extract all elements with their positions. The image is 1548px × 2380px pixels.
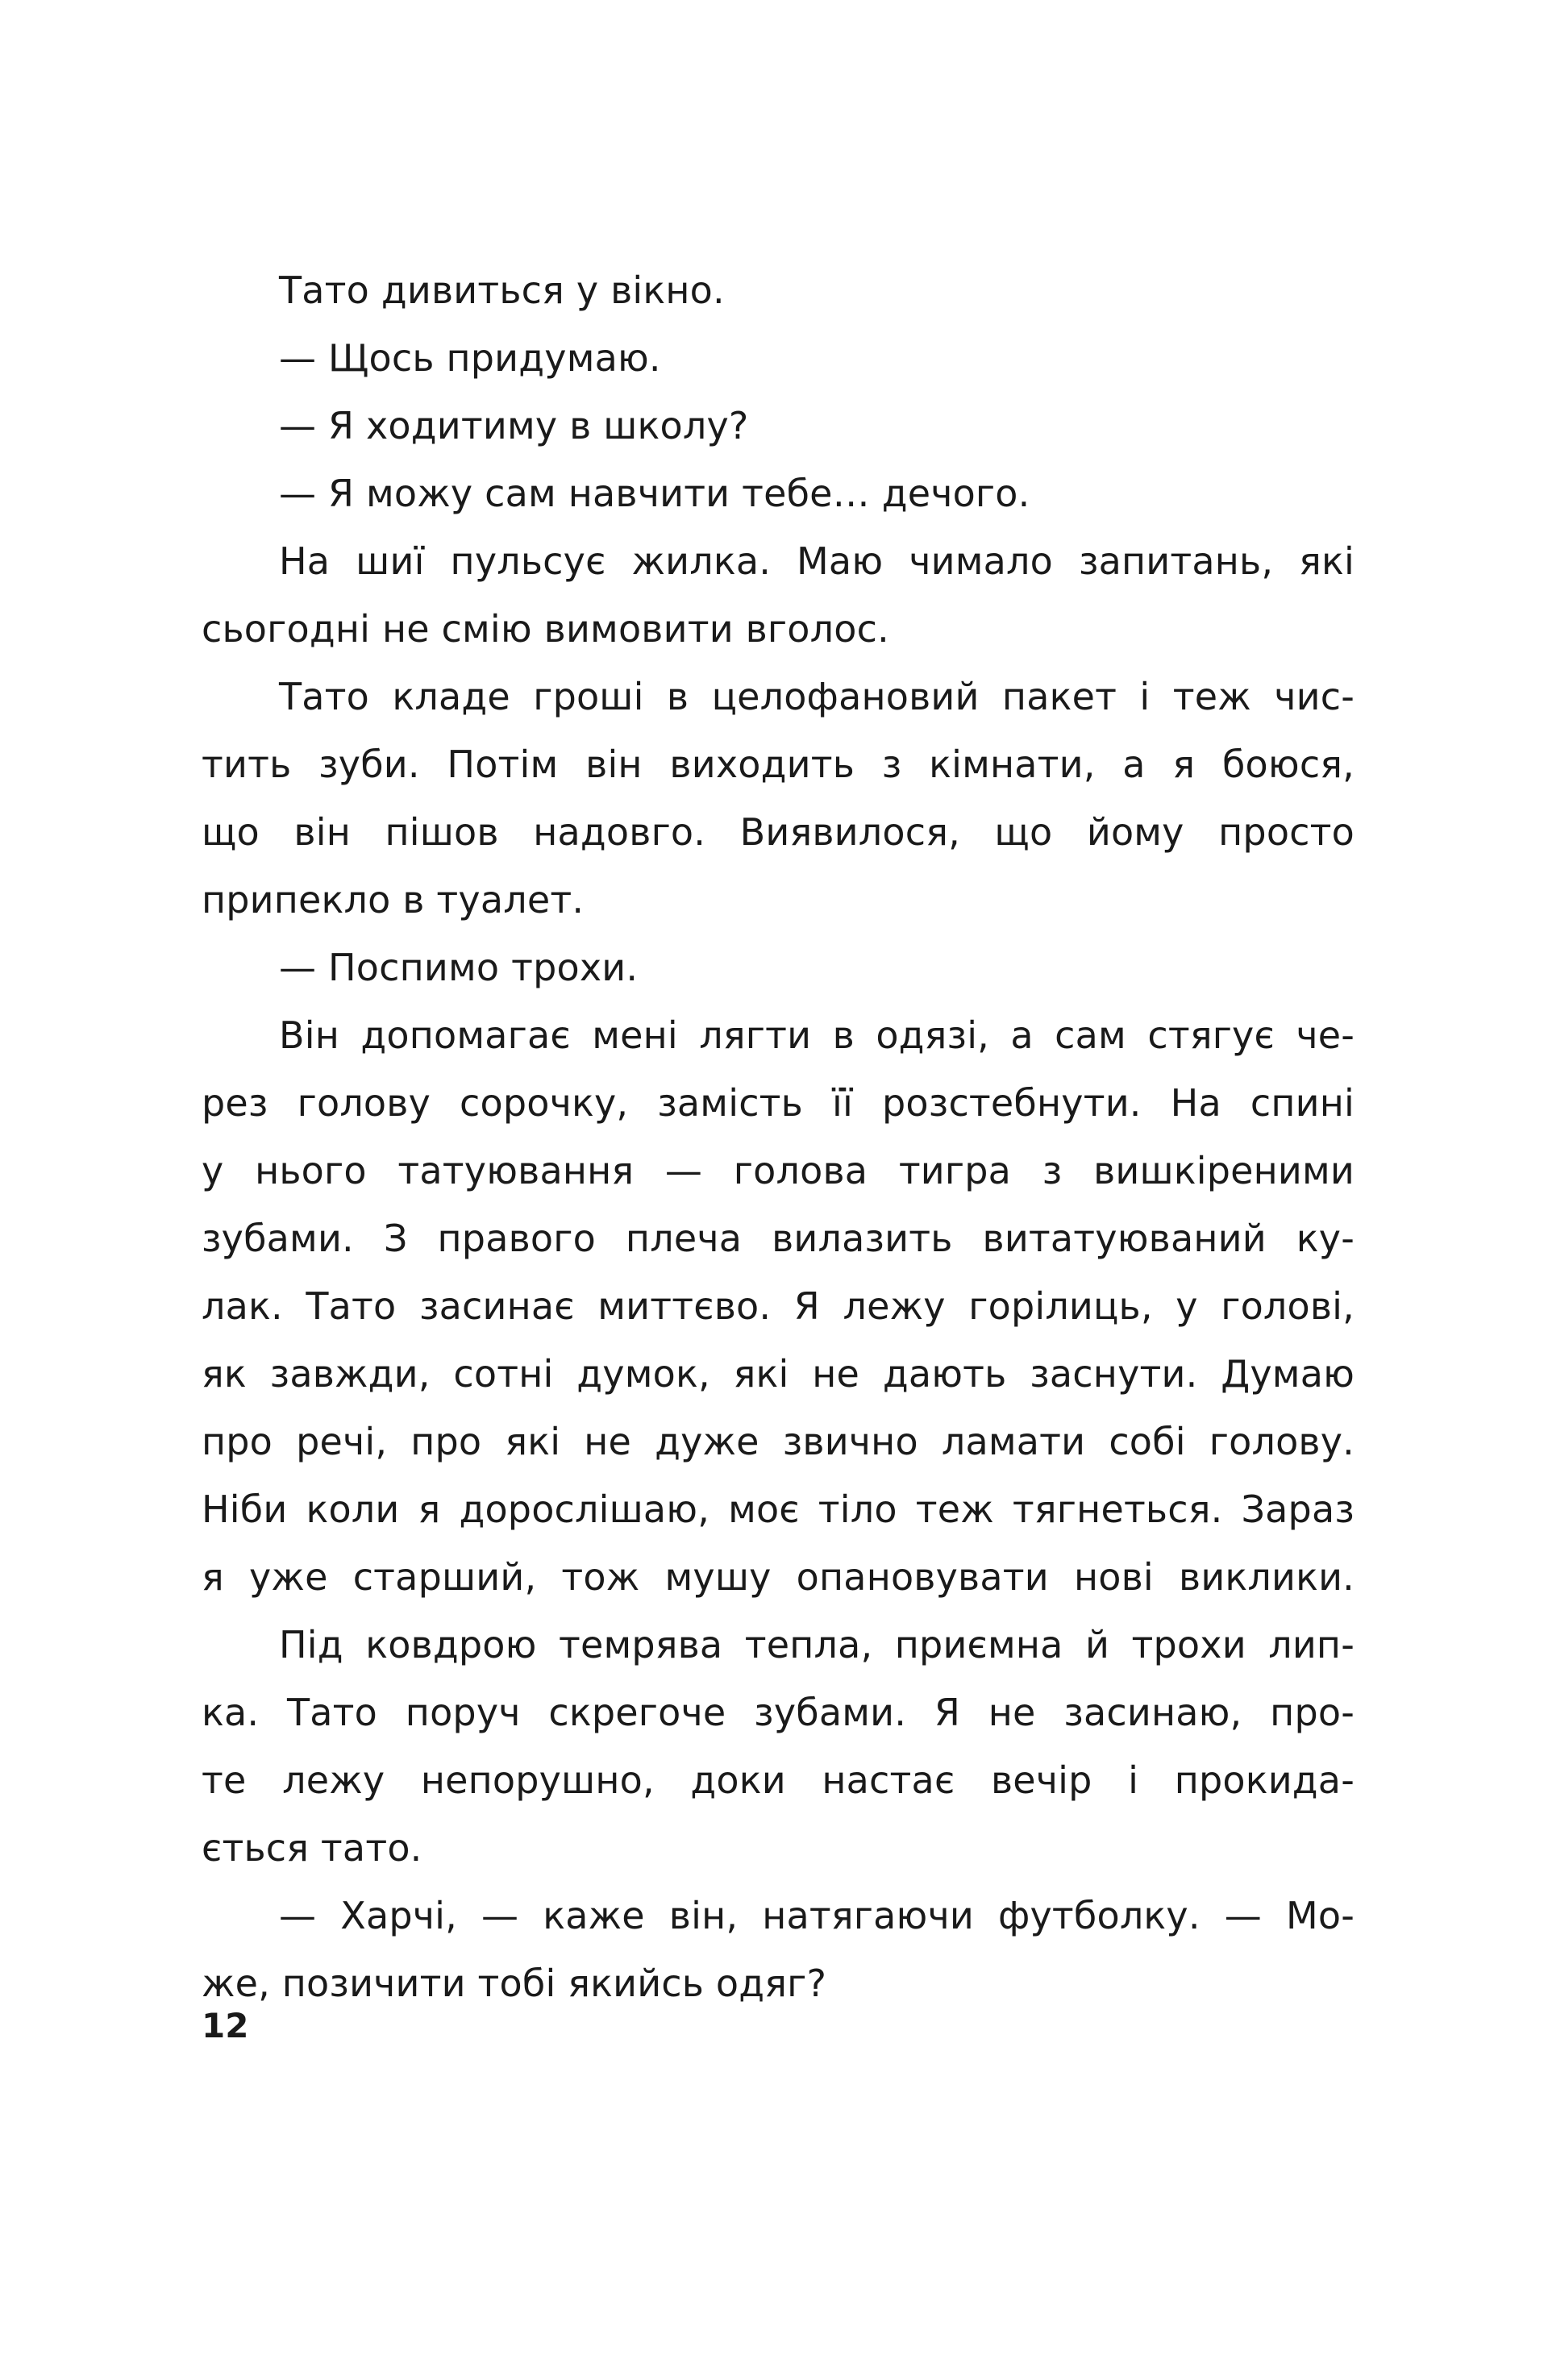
text-line: — Харчі, — каже він, натягаючи футболку. — Мо-	[279, 1894, 1354, 1937]
text-line: ється тато.	[202, 1826, 422, 1870]
text-line: у нього татуювання — голова тигра з вишкіреними	[202, 1149, 1354, 1192]
text-line: Він допомагає мені лягти в одязі, а сам стягує че-	[279, 1013, 1354, 1057]
text-line: рез голову сорочку, замість її розстебнути. На спині	[202, 1081, 1354, 1125]
text-line: же, позичити тобі якийсь одяг?	[202, 1962, 827, 2005]
text-line: тить зуби. Потім він виходить з кімнати, а я боюся,	[202, 743, 1354, 786]
text-line: ка. Тато поруч скрегоче зубами. Я не засинаю, про-	[202, 1691, 1354, 1734]
text-line: що він пішов надовго. Виявилося, що йому просто	[202, 810, 1354, 854]
body-text	[202, 256, 1354, 2017]
text-line: зубами. З правого плеча вилазить витатуюваний ку-	[202, 1217, 1354, 1260]
text-line: Під ковдрою темрява тепла, приємна й трохи лип-	[279, 1623, 1354, 1666]
page-number: 12	[202, 2006, 249, 2045]
text-line: — Я можу сам навчити тебе… дечого.	[279, 472, 1030, 515]
text-line: Ніби коли я дорослішаю, моє тіло теж тягнеться. Зараз	[202, 1488, 1354, 1531]
text-line: — Щось придумаю.	[279, 336, 661, 380]
text-line: Тато дивиться у вікно.	[279, 268, 725, 312]
text-line: — Поспимо трохи.	[279, 946, 639, 989]
text-line: лак. Тато засинає миттєво. Я лежу горілиць, у голові,	[202, 1284, 1354, 1328]
text-line: — Я ходитиму в школу?	[279, 404, 749, 447]
text-line: те лежу непорушно, доки настає вечір і прокида-	[202, 1758, 1354, 1802]
text-line: сьогодні не смію вимовити вголос.	[202, 607, 889, 651]
text-line: я уже старший, тож мушу опановувати нові виклики.	[202, 1555, 1354, 1599]
text-line: про речі, про які не дуже звично ламати собі голову.	[202, 1420, 1354, 1463]
text-line: Тато кладе гроші в целофановий пакет і теж чис-	[279, 675, 1354, 718]
text-line: як завжди, сотні думок, які не дають заснути. Думаю	[202, 1352, 1354, 1396]
text-line: На шиї пульсує жилка. Маю чимало запитань, які	[279, 539, 1354, 583]
text-line: припекло в туалет.	[202, 878, 585, 922]
